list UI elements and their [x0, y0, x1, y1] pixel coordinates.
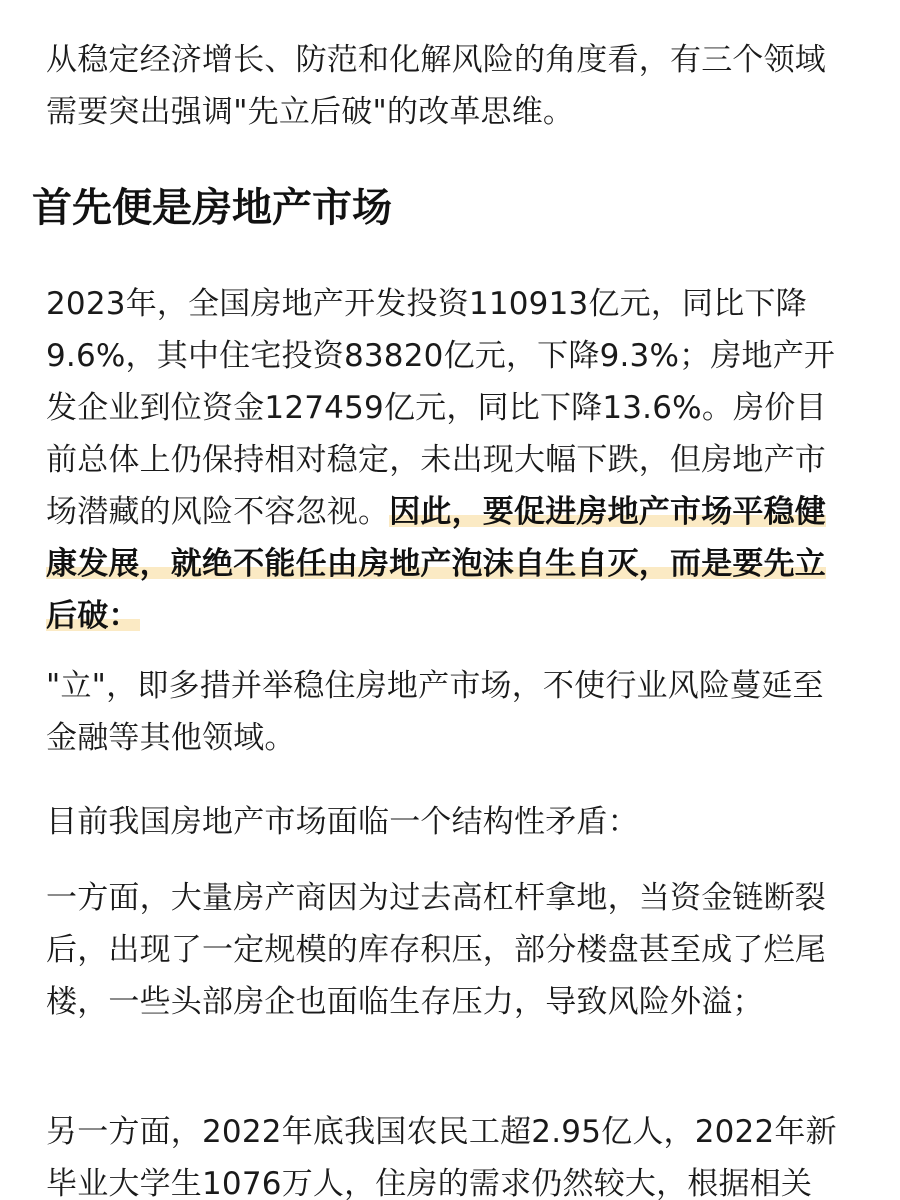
- contradiction-intro-paragraph: 目前我国房地产市场面临一个结构性矛盾：: [46, 804, 639, 840]
- statistics-paragraph: [46, 278, 846, 642]
- li-definition-paragraph: "立"，即多措并举稳住房地产市场，不使行业风险蔓延至金融等其他领域。: [46, 668, 824, 756]
- intro-paragraph: 从稳定经济增长、防范和化解风险的角度看，有三个领域需要突出强调"先立后破"的改革思维。: [46, 42, 826, 130]
- demand-side-paragraph: 另一方面，2022年底我国农民工超2.95亿人，2022年新毕业大学生1076万人，住房的需求仍然较大，根据相关: [46, 1114, 837, 1200]
- section-heading: 首先便是房地产市场: [32, 185, 392, 231]
- statistics-text: 2023年，全国房地产开发投资110913亿元，同比下降9.6%，其中住宅投资83820亿元，下降9.3%；房地产开发企业到位资金127459亿元，同比下降13.6%。房价目前总体上仍保持相对稳定，未出现大幅下跌，但房地产市场潜藏的风险不容忽视。: [46, 286, 836, 530]
- highlighted-conclusion: 因此，要促进房地产市场平稳健康发展，就绝不能任由房地产泡沫自生自灭，而是要先立后破：: [46, 494, 827, 634]
- supply-side-paragraph: 一方面，大量房产商因为过去高杠杆拿地，当资金链断裂后，出现了一定规模的库存积压，部分楼盘甚至成了烂尾楼，一些头部房企也面临生存压力，导致风险外溢；: [46, 880, 826, 1020]
